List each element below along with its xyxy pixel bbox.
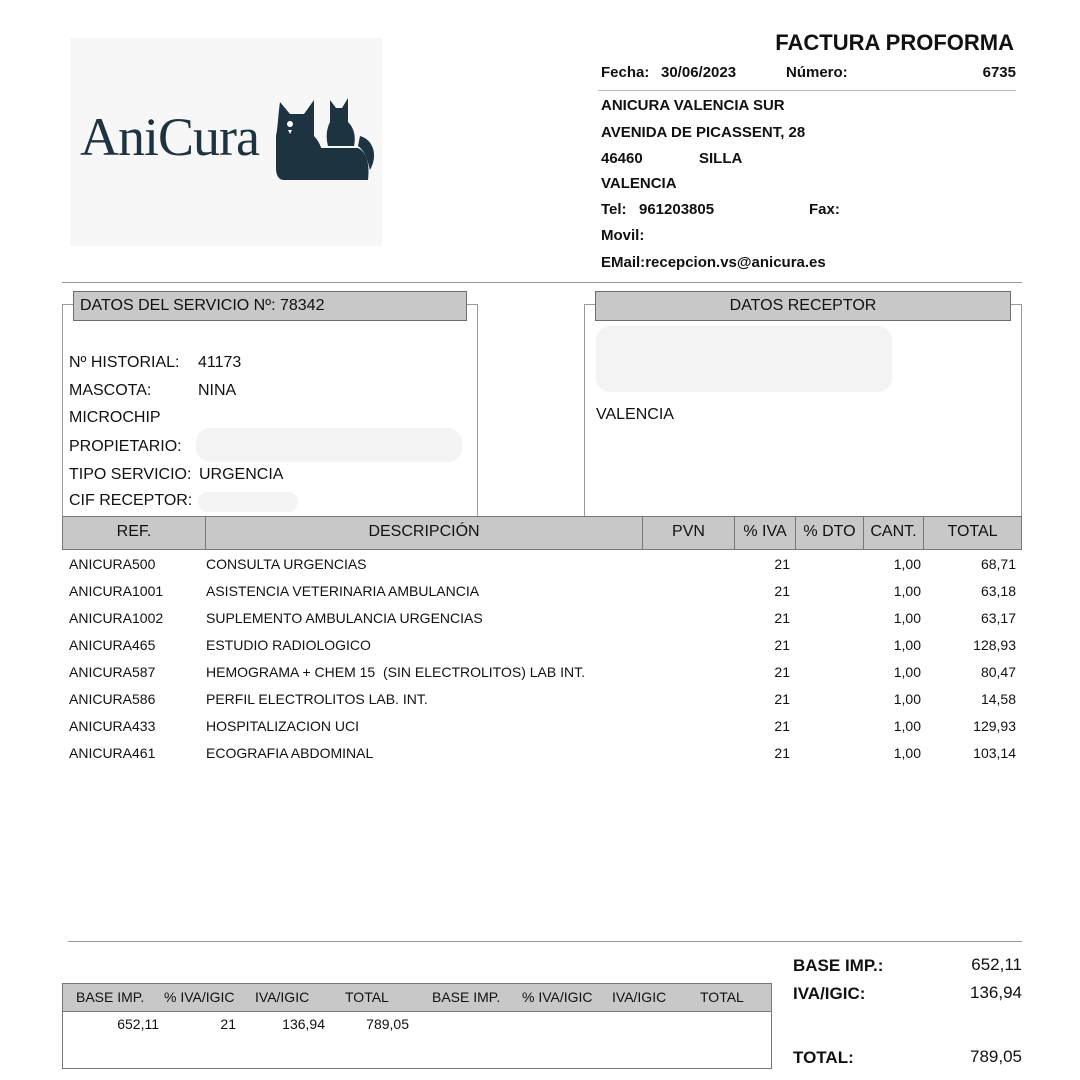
row-total: 14,58 [980, 691, 1016, 707]
sum-iva-value: 136,94 [282, 1016, 325, 1032]
document-title: FACTURA PROFORMA [775, 30, 1014, 55]
row-cant: 1,00 [893, 637, 921, 653]
numero-label: Número: [786, 64, 848, 81]
row-total: 128,93 [973, 637, 1016, 653]
row-ref: ANICURA587 [69, 664, 156, 680]
row-ref: ANICURA1001 [69, 583, 164, 599]
email-line [601, 254, 826, 271]
footer-divider [68, 941, 1022, 942]
mascota-value: NINA [198, 382, 237, 399]
col-total: TOTAL [947, 523, 998, 540]
email-value: recepcion.vs@anicura.es [645, 254, 826, 271]
row-cant: 1,00 [893, 610, 921, 626]
microchip-label: MICROCHIP [69, 409, 161, 426]
table-row [62, 659, 1022, 686]
receptor-panel-title: DATOS RECEPTOR [595, 291, 1011, 321]
redacted-owner [196, 428, 462, 462]
row-desc: ASISTENCIA VETERINARIA AMBULANCIA [206, 583, 480, 599]
fecha-label: Fecha: [601, 64, 650, 81]
sum-col-total-2: TOTAL [700, 989, 744, 1005]
header-bottom-divider [62, 282, 1022, 283]
base-imp-label: BASE IMP.: [793, 956, 884, 975]
row-cant: 1,00 [893, 691, 921, 707]
sum-col-iva-pct-2: % IVA/IGIC [522, 989, 593, 1005]
row-ref: ANICURA1002 [69, 610, 164, 626]
table-row [62, 605, 1022, 632]
row-ref: ANICURA433 [69, 718, 156, 734]
row-iva: 21 [774, 718, 790, 734]
historial-value: 41173 [198, 354, 242, 371]
row-iva: 21 [774, 610, 790, 626]
row-total: 129,93 [973, 718, 1016, 734]
row-ref: ANICURA461 [69, 745, 156, 761]
tel-label: Tel: [601, 201, 627, 218]
row-iva: 21 [774, 637, 790, 653]
logo-area [70, 38, 382, 246]
row-ref: ANICURA465 [69, 637, 156, 653]
row-cant: 1,00 [893, 745, 921, 761]
row-desc: HOSPITALIZACION UCI [206, 718, 359, 734]
row-total: 63,18 [980, 583, 1016, 599]
fecha-value: 30/06/2023 [661, 64, 737, 81]
row-desc: SUPLEMENTO AMBULANCIA URGENCIAS [206, 610, 483, 626]
row-desc: HEMOGRAMA + CHEM 15 (SIN ELECTROLITOS) LAB INT. [206, 664, 585, 680]
cats-logo-icon [274, 96, 378, 182]
iva-igic-value: 136,94 [970, 983, 1022, 1002]
historial-label: Nº HISTORIAL: [69, 354, 180, 371]
col-cant: CANT. [864, 517, 924, 549]
propietario-label: PROPIETARIO: [69, 438, 182, 455]
numero-value: 6735 [982, 64, 1016, 81]
tel-value: 961203805 [639, 201, 715, 218]
service-panel-title: DATOS DEL SERVICIO Nº: 78342 [73, 291, 467, 321]
row-cant: 1,00 [893, 556, 921, 572]
table-row [62, 686, 1022, 713]
clinic-address: AVENIDA DE PICASSENT, 28 [601, 124, 806, 141]
iva-igic-label: IVA/IGIC: [793, 984, 866, 1003]
row-total: 63,17 [980, 610, 1016, 626]
total-value: 789,05 [970, 1047, 1022, 1066]
table-row [62, 713, 1022, 740]
col-dto: % DTO [796, 517, 864, 549]
redacted-receptor [596, 326, 892, 392]
sum-col-iva-2: IVA/IGIC [612, 989, 667, 1005]
sum-base-value: 652,11 [117, 1016, 159, 1032]
table-row [62, 740, 1022, 767]
row-iva: 21 [774, 664, 790, 680]
redacted-cif [198, 492, 298, 512]
row-total: 68,71 [980, 556, 1016, 572]
row-ref: ANICURA500 [69, 556, 156, 572]
clinic-city: SILLA [699, 150, 743, 167]
header-divider [598, 90, 1016, 91]
tipo-servicio-value: URGENCIA [199, 466, 284, 483]
row-ref: ANICURA586 [69, 691, 156, 707]
row-desc: CONSULTA URGENCIAS [206, 556, 367, 572]
table-row [62, 578, 1022, 605]
row-total: 103,14 [973, 745, 1016, 761]
tipo-servicio-label: TIPO SERVICIO: [69, 466, 192, 483]
sum-col-total-1: TOTAL [345, 989, 389, 1005]
email-label: EMail: [601, 254, 646, 271]
clinic-name: ANICURA VALENCIA SUR [601, 97, 785, 114]
row-cant: 1,00 [893, 583, 921, 599]
movil-label: Movil: [601, 227, 645, 244]
summary-box-bottom [62, 1068, 772, 1069]
receptor-city: VALENCIA [596, 406, 674, 423]
row-iva: 21 [774, 691, 790, 707]
clinic-postal-code: 46460 [601, 150, 643, 167]
logo-wordmark: AniCura [80, 107, 259, 167]
sum-col-iva-pct-1: % IVA/IGIC [164, 989, 235, 1005]
clinic-province: VALENCIA [601, 175, 677, 192]
row-cant: 1,00 [893, 718, 921, 734]
total-label: TOTAL: [793, 1048, 854, 1067]
row-iva: 21 [774, 583, 790, 599]
cif-receptor-label: CIF RECEPTOR: [69, 492, 193, 509]
row-cant: 1,00 [893, 664, 921, 680]
sum-col-base-1: BASE IMP. [76, 989, 145, 1005]
row-desc: ESTUDIO RADIOLOGICO [206, 637, 371, 653]
col-iva: % IVA [735, 517, 796, 549]
mascota-label: MASCOTA: [69, 382, 152, 399]
sum-col-base-2: BASE IMP. [432, 989, 501, 1005]
row-iva: 21 [774, 556, 790, 572]
row-desc: PERFIL ELECTROLITOS LAB. INT. [206, 691, 428, 707]
col-ref: REF. [63, 517, 206, 549]
table-row [62, 551, 1022, 578]
table-row [62, 632, 1022, 659]
col-pvn: PVN [643, 517, 735, 549]
items-table-header [62, 516, 1022, 550]
sum-iva-pct-value: 21 [220, 1016, 236, 1032]
row-total: 80,47 [980, 664, 1016, 680]
row-iva: 21 [774, 745, 790, 761]
base-imp-value: 652,11 [971, 955, 1022, 974]
tax-summary-header [63, 984, 771, 1012]
sum-col-iva-1: IVA/IGIC [255, 989, 310, 1005]
col-descripcion: DESCRIPCIÓN [206, 517, 643, 549]
fax-label: Fax: [809, 201, 840, 218]
row-desc: ECOGRAFIA ABDOMINAL [206, 745, 374, 761]
tax-summary-box [62, 983, 772, 1069]
sum-total-value: 789,05 [366, 1016, 409, 1032]
